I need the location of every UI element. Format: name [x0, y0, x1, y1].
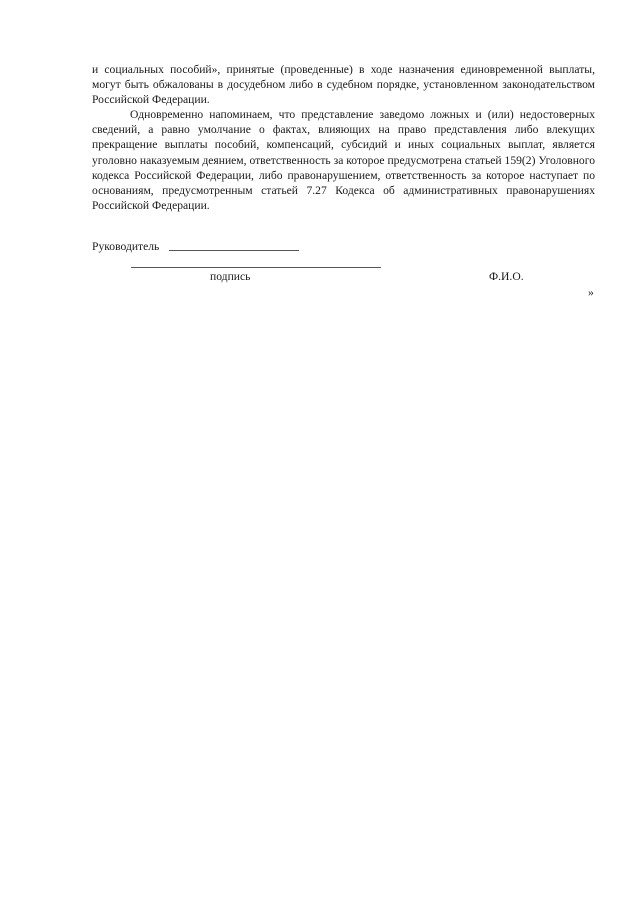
full-name-caption: Ф.И.О.	[489, 270, 524, 283]
signature-row	[92, 239, 299, 254]
paragraph-appeal-rights: и социальных пособий», принятые (проведенные) в ходе назначения единовременной выплаты, могут быть обжалованы в досудебном либо в судебном порядке, установленном законодательством Российской Федерации.	[92, 63, 595, 107]
signer-role-label: Руководитель	[92, 240, 160, 253]
signature-caption: подпись	[210, 270, 251, 283]
paragraph-liability-warning: Одновременно напоминаем, что представление заведомо ложных и (или) недостоверных сведений, а равно умолчание о фактах, влияющих на право представления либо влекущих прекращение выплаты пособий, компенсаций, субсидий и иных социальных выплат, является уголовно наказуемым деянием, ответственность за которое предусмотрена статьей 159(2) Уголовного кодекса Российской Федерации, либо правонарушением, ответственность за которое наступает по основаниям, предусмотренным статьей 7.27 Кодекса об административных правонарушениях Российской Федерации.	[92, 108, 595, 213]
closing-quote-mark: »	[588, 286, 594, 299]
signature-underline	[131, 267, 381, 268]
signer-blank-line	[169, 239, 299, 251]
